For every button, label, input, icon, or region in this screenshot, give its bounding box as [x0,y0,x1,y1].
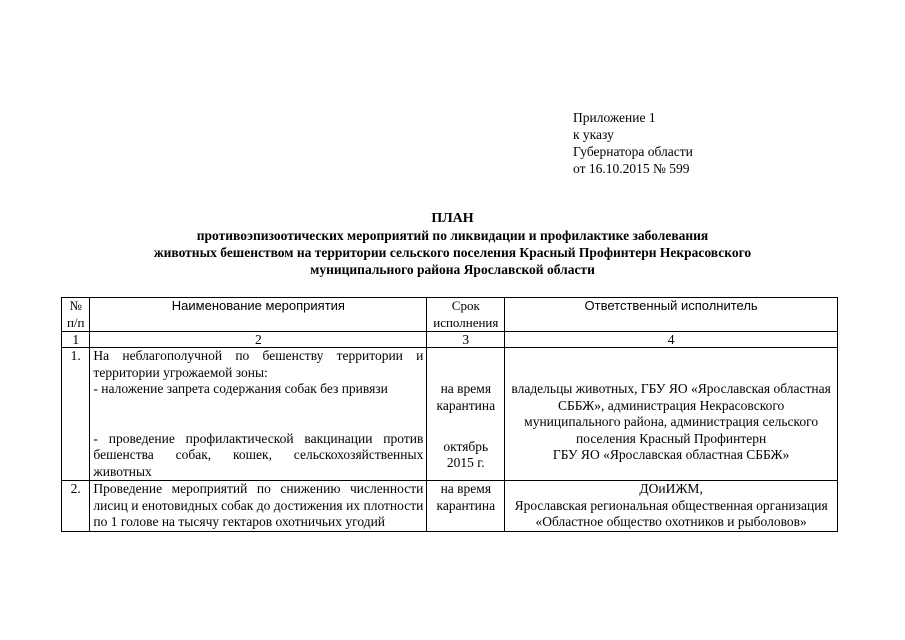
table-row [62,481,838,532]
column-number-row [62,332,838,348]
title-plan: ПЛАН [431,211,474,226]
appendix-line: Губернатора области [573,144,693,159]
header-name: Наименование мероприятия [90,298,427,332]
table-header-row [62,298,838,332]
responsible-value: ДОиИЖМ, [639,481,703,496]
row-activity: Проведение мероприятий по снижению численности лисиц и енотовидных собак до достижения их плотности по 1 голове на тысячу гектаров охотничьих угодий [90,481,427,532]
row-term [427,348,505,481]
header-term: Срок исполнения [427,298,505,332]
title-line: животных бешенством на территории сельского поселения Красный Профинтерн Некрасовского [153,245,752,260]
appendix-line: от 16.10.2015 № 599 [573,161,690,176]
row-responsible [505,481,838,532]
row-item: - проведение профилактической вакцинации против бешенства собак, кошек, сельскохозяйственных животных [93,430,424,479]
header-num: № п/п [62,298,90,332]
title-line: муниципального района Ярославской области [310,262,595,277]
row-activity [90,348,427,481]
row-term: на время карантина [427,481,505,532]
appendix-line: Приложение 1 [573,110,656,125]
responsible-value: владельцы животных, ГБУ ЯО «Ярославская областная СББЖ», администрация Некрасовского муниципального района, администрация сельского поселения Красный Профинтерн [511,381,831,446]
term-value: на время карантина [436,381,496,413]
column-number: 3 [427,332,505,348]
row-item: - наложение запрета содержания собак без привязи [93,381,388,396]
term-value: октябрь 2015 г. [443,438,489,470]
table-row [62,348,838,481]
column-number: 2 [90,332,427,348]
row-responsible [505,348,838,481]
document-title [60,210,845,278]
responsible-value: ГБУ ЯО «Ярославская областная СББЖ» [552,447,790,462]
appendix-block [573,109,693,177]
plan-table [61,297,838,532]
responsible-value: Ярославская региональная общественная организация «Областное общество охотников и рыболовов» [514,497,828,529]
row-number: 2. [62,481,90,532]
column-number: 1 [62,332,90,348]
row-intro: На неблагополучной по бешенству территории и территории угрожаемой зоны: [93,348,424,380]
column-number: 4 [505,332,838,348]
appendix-line: к указу [573,127,614,142]
row-number: 1. [62,348,90,481]
header-responsible: Ответственный исполнитель [505,298,838,332]
title-line: противоэпизоотических мероприятий по ликвидации и профилактике заболевания [196,228,709,243]
